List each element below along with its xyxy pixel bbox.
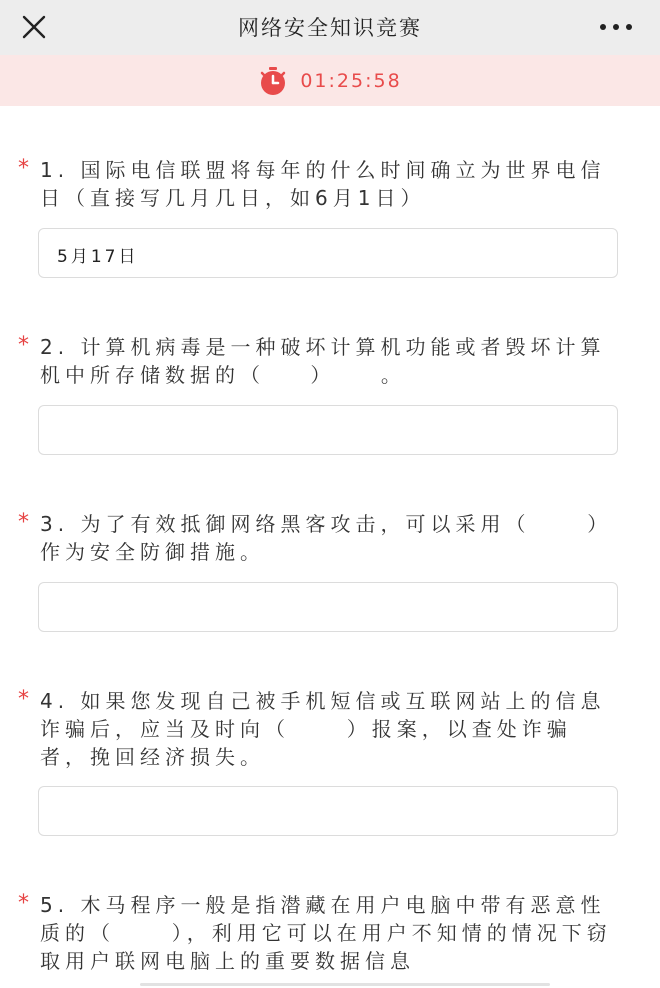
required-mark: * — [18, 156, 29, 181]
answer-input-2[interactable] — [38, 405, 618, 455]
question-text: 1. 国际电信联盟将每年的什么时间确立为世界电信日（直接写几月几日，如6月1日） — [40, 158, 606, 210]
navbar — [0, 0, 660, 55]
required-mark: * — [18, 687, 29, 712]
timer — [0, 65, 660, 95]
question-text: 2. 计算机病毒是一种破坏计算机功能或者毁坏计算机中所存储数据的（ ） 。 — [40, 335, 606, 387]
answer-input-1[interactable] — [38, 228, 618, 278]
answer-input-4[interactable] — [38, 786, 618, 836]
question-text: 5. 木马程序一般是指潜藏在用户电脑中带有恶意性质的（ ），利用它可以在用户不知情的情况下窃取用户联网电脑上的重要数据信息 — [40, 893, 612, 973]
question-text: 4. 如果您发现自己被手机短信或互联网站上的信息诈骗后，应当及时向（ ）报案，以查处诈骗者，挽回经济损失。 — [40, 689, 606, 769]
question-1 — [18, 156, 622, 212]
required-mark: * — [18, 891, 29, 916]
question-text: 3. 为了有效抵御网络黑客攻击，可以采用（ ）作为安全防御措施。 — [40, 512, 613, 564]
horizontal-scrollbar[interactable] — [140, 983, 550, 986]
question-3 — [18, 510, 622, 566]
required-mark: * — [18, 333, 29, 358]
question-5 — [18, 891, 622, 975]
answer-value: 5月17日 — [57, 247, 139, 267]
more-icon[interactable] — [598, 18, 634, 36]
timer-value: 01:25:58 — [300, 69, 402, 92]
page-title: 网络安全知识竞赛 — [238, 16, 422, 40]
required-mark: * — [18, 510, 29, 535]
answer-input-3[interactable] — [38, 582, 618, 632]
question-4 — [18, 687, 622, 771]
stopwatch-icon — [258, 66, 288, 96]
timer-bar — [0, 55, 660, 106]
question-2 — [18, 333, 622, 389]
